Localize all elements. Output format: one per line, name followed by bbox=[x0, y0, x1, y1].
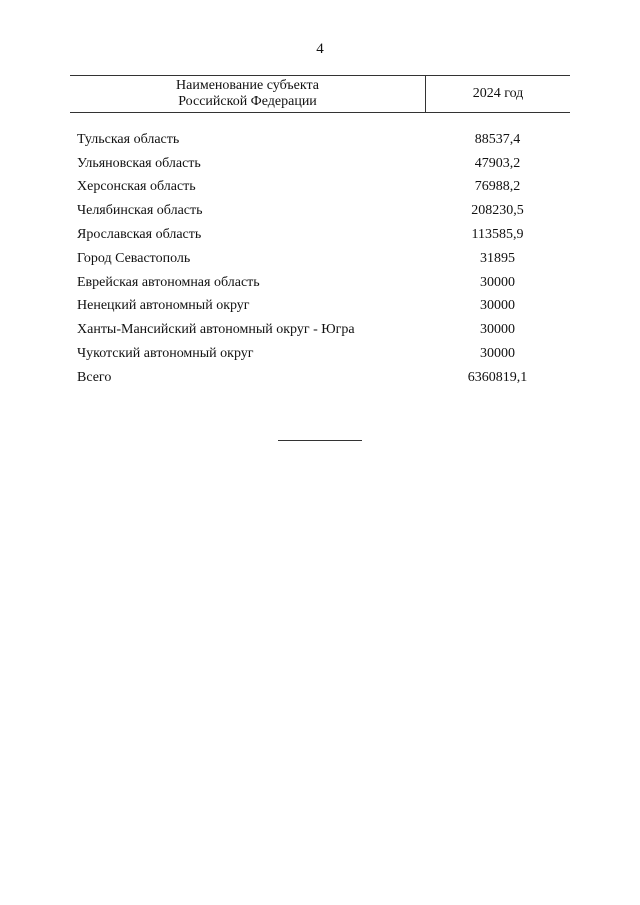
table-row bbox=[70, 223, 570, 247]
row-value: 113585,9 bbox=[471, 227, 524, 243]
table-row bbox=[70, 128, 570, 152]
row-name: Ненецкий автономный округ bbox=[77, 298, 250, 314]
row-value: 76988,2 bbox=[474, 179, 521, 195]
table-header bbox=[70, 75, 570, 113]
row-name: Тульская область bbox=[77, 131, 180, 147]
row-value: 30000 bbox=[480, 298, 515, 314]
row-value: 208230,5 bbox=[471, 203, 524, 219]
page-number: 4 bbox=[316, 41, 324, 57]
row-name: Ханты-Мансийский автономный округ - Югра bbox=[77, 322, 355, 338]
row-value: 88537,4 bbox=[474, 131, 521, 147]
header-year: 2024 год bbox=[472, 86, 524, 101]
row-name: Чукотский автономный округ bbox=[77, 346, 254, 362]
table-row bbox=[70, 152, 570, 176]
row-name: Город Севастополь bbox=[77, 250, 191, 266]
row-name: Всего bbox=[77, 369, 112, 385]
row-value: 6360819,1 bbox=[467, 369, 528, 385]
row-name: Ульяновская область bbox=[77, 155, 201, 171]
row-value: 31895 bbox=[480, 250, 515, 266]
end-divider bbox=[278, 440, 362, 441]
header-subject-line2: Российской Федерации bbox=[178, 94, 317, 109]
row-value: 30000 bbox=[480, 322, 515, 338]
header-subject bbox=[70, 76, 426, 112]
table-row bbox=[70, 176, 570, 200]
row-value: 30000 bbox=[480, 346, 515, 362]
row-name: Ярославская область bbox=[77, 227, 202, 243]
row-name: Еврейская автономная область bbox=[77, 274, 260, 290]
row-name: Челябинская область bbox=[77, 203, 203, 219]
table-row bbox=[70, 199, 570, 223]
table-row bbox=[70, 342, 570, 366]
row-value: 47903,2 bbox=[474, 155, 521, 171]
header-subject-line1: Наименование субъекта bbox=[176, 78, 319, 93]
table-row bbox=[70, 247, 570, 271]
table-row bbox=[70, 271, 570, 295]
row-value: 30000 bbox=[480, 274, 515, 290]
table-row bbox=[70, 318, 570, 342]
table-row-total bbox=[70, 366, 570, 390]
table-row bbox=[70, 295, 570, 319]
table-body bbox=[70, 128, 570, 390]
row-name: Херсонская область bbox=[77, 179, 196, 195]
